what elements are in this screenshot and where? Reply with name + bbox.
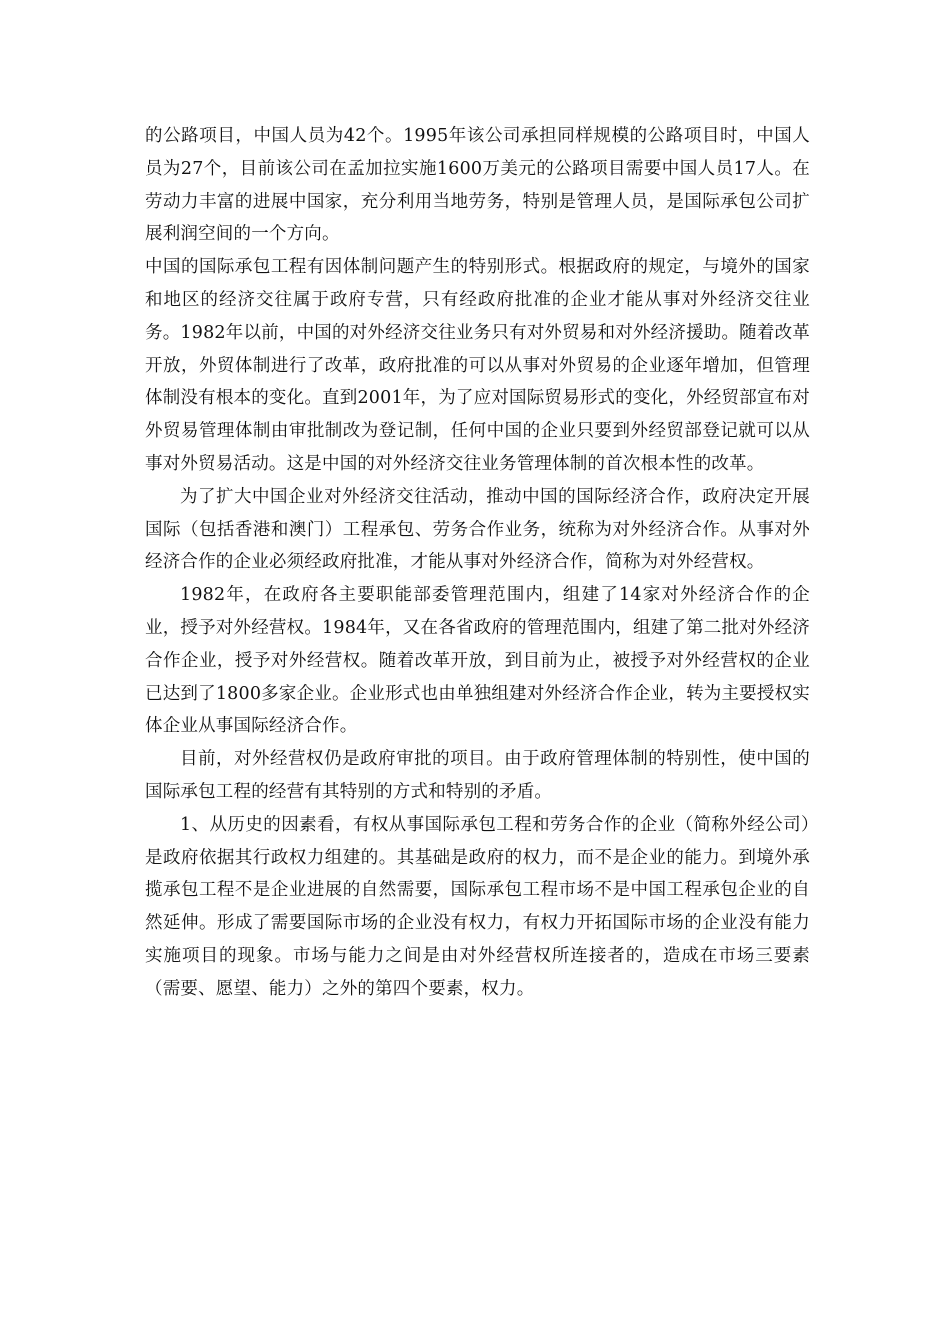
paragraph-5: 目前，对外经营权仍是政府审批的项目。由于政府管理体制的特别性，使中国的国际承包工程的经营有其特别的方式和特别的矛盾。 xyxy=(145,749,810,802)
paragraph-6: 1、从历史的因素看，有权从事国际承包工程和劳务合作的企业（简称外经公司）是政府依据其行政权力组建的。其基础是政府的权力，而不是企业的能力。到境外承揽承包工程不是企业进展的自然需要，国际承包工程市场不是中国工程承包企业的自然延伸。形成了需要国际市场的企业没有权力，有权力开拓国际市场的企业没有能力实施项目的现象。市场与能力之间是由对外经营权所连接者的，造成在市场三要素（需要、愿望、能力）之外的第四个要素，权力。 xyxy=(145,814,810,999)
document-page xyxy=(145,120,810,1006)
paragraph-3: 为了扩大中国企业对外经济交往活动，推动中国的国际经济合作，政府决定开展国际（包括香港和澳门）工程承包、劳务合作业务，统称为对外经济合作。从事对外经济合作的企业必须经政府批准，才能从事对外经济合作，简称为对外经营权。 xyxy=(145,486,810,573)
paragraph-4: 1982年，在政府各主要职能部委管理范围内，组建了14家对外经济合作的企业，授予对外经营权。1984年，又在各省政府的管理范围内，组建了第二批对外经济合作企业，授予对外经营权。随着改革开放，到目前为止，被授予对外经营权的企业已达到了1800多家企业。企业形式也由单独组建对外经济合作企业，转为主要授权实体企业从事国际经济合作。 xyxy=(145,585,810,737)
paragraph-1: 的公路项目，中国人员为42个。1995年该公司承担同样规模的公路项目时，中国人员为27个，目前该公司在孟加拉实施1600万美元的公路项目需要中国人员17人。在劳动力丰富的进展中国家，充分利用当地劳务，特别是管理人员，是国际承包公司扩展利润空间的一个方向。 xyxy=(145,126,810,245)
paragraph-2: 中国的国际承包工程有因体制问题产生的特别形式。根据政府的规定，与境外的国家和地区的经济交往属于政府专营，只有经政府批准的企业才能从事对外经济交往业务。1982年以前，中国的对外经济交往业务只有对外贸易和对外经济援助。随着改革开放，外贸体制进行了改革，政府批准的可以从事对外贸易的企业逐年增加，但管理体制没有根本的变化。直到2001年，为了应对国际贸易形式的变化，外经贸部宣布对外贸易管理体制由审批制改为登记制，任何中国的企业只要到外经贸部登记就可以从事对外贸易活动。这是中国的对外经济交往业务管理体制的首次根本性的改革。 xyxy=(145,257,810,474)
